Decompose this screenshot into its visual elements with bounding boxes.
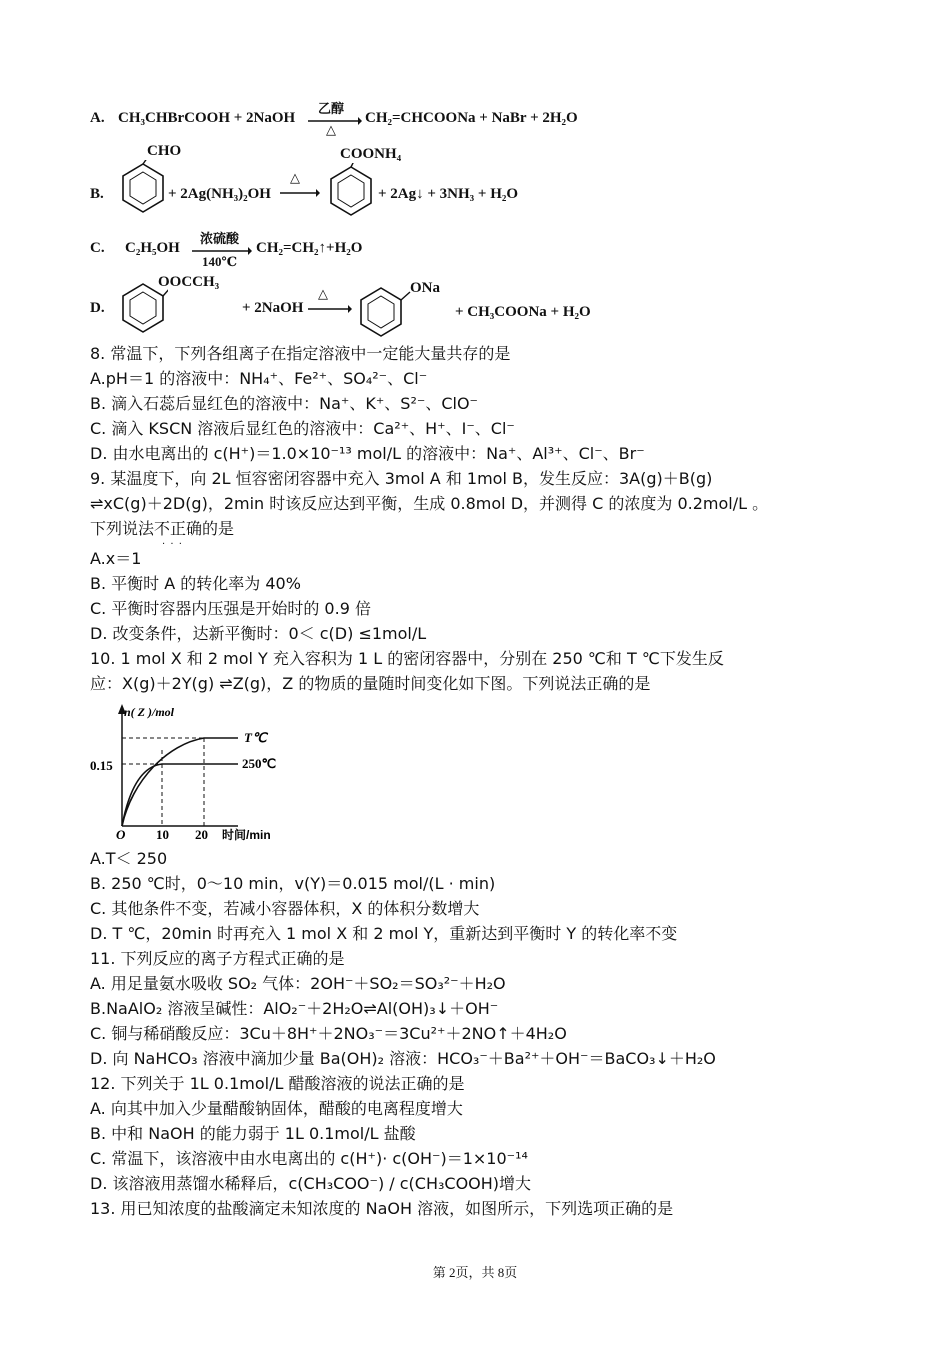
reaction-a-condition-bottom: △ xyxy=(326,122,336,137)
question-8-option-c: C. 滴入 KSCN 溶液后显红色的溶液中：Ca²⁺、H⁺、I⁻、Cl⁻ xyxy=(90,419,515,438)
reaction-a-left: CH₃CHBrCOOH + 2NaOH xyxy=(118,110,296,126)
reaction-c-right: CH₂=CH₂↑+H₂O xyxy=(256,240,363,256)
reaction-d-reagent: + 2NaOH xyxy=(242,300,304,316)
question-8-stem: 8. 常温下，下列各组离子在指定溶液中一定能大量共存的是 xyxy=(90,344,511,363)
reaction-a-condition-top: 乙醇 xyxy=(318,101,345,116)
x-tick-label-10: 10 xyxy=(156,827,169,842)
benzene-ring-icon xyxy=(118,160,168,220)
question-12-option-d: D. 该溶液用蒸馏水稀释后，c(CH₃COO⁻) / c(CH₃COOH)增大 xyxy=(90,1174,532,1193)
x-tick-label-20: 20 xyxy=(195,827,208,842)
y-axis-label: n( Z )/mol xyxy=(124,705,174,719)
reaction-a-label: A. xyxy=(90,110,105,126)
reaction-arrow xyxy=(308,304,352,314)
question-11-option-a: A. 用足量氨水吸收 SO₂ 气体：2OH⁻＋SO₂＝SO₃²⁻＋H₂O xyxy=(90,974,506,993)
reaction-d-right: + CH₃COONa + H₂O xyxy=(455,304,591,320)
amount-vs-time-graph xyxy=(88,700,298,842)
question-11-option-c: C. 铜与稀硝酸反应：3Cu＋8H⁺＋2NO₃⁻＝3Cu²⁺＋2NO↑＋4H₂O xyxy=(90,1024,567,1043)
question-9-prompt xyxy=(90,519,234,539)
question-9-option-b: B. 平衡时 A 的转化率为 40% xyxy=(90,574,301,593)
reaction-c-condition-top: 浓硫酸 xyxy=(200,231,240,246)
curve-250 xyxy=(122,764,238,826)
question-9-stem: 9. 某温度下，向 2L 恒容密闭容器中充入 3mol A 和 1mol B，发生反应：3A(g)＋B(g) xyxy=(90,469,713,488)
question-10-stem-cont: 应：X(g)＋2Y(g) ⇌Z(g)，Z 的物质的量随时间变化如下图。下列说法正确的是 xyxy=(90,674,651,693)
benzene-ring-icon xyxy=(118,280,168,338)
x-axis-label: 时间/min xyxy=(222,828,271,842)
question-10-option-d: D. T ℃，20min 时再充入 1 mol X 和 2 mol Y，重新达到平衡时 Y 的转化率不变 xyxy=(90,924,678,943)
question-8-option-a: A.pH＝1 的溶液中：NH₄⁺、Fe²⁺、SO₄²⁻、Cl⁻ xyxy=(90,369,428,388)
question-9-emphasis: 不正确 · · · xyxy=(154,519,202,538)
question-11-option-b: B.NaAlO₂ 溶液呈碱性：AlO₂⁻＋2H₂O⇌Al(OH)₃↓＋OH⁻ xyxy=(90,999,499,1018)
question-10-stem: 10. 1 mol X 和 2 mol Y 充入容积为 1 L 的密闭容器中，分别在 250 ℃和 T ℃下发生反 xyxy=(90,649,724,668)
question-9-prompt-prefix: 下列说法 xyxy=(90,519,155,538)
ester-substituent: OOCCH₃ xyxy=(158,274,220,290)
question-9-option-d: D. 改变条件，达新平衡时：0＜ c(D) ≤1mol/L xyxy=(90,624,427,643)
question-8-option-b: B. 滴入石蕊后显红色的溶液中：Na⁺、K⁺、S²⁻、ClO⁻ xyxy=(90,394,478,413)
question-11-option-d: D. 向 NaHCO₃ 溶液中滴加少量 Ba(OH)₂ 溶液：HCO₃⁻＋Ba²⁺＋OH⁻＝BaCO₃↓＋H₂O xyxy=(90,1049,716,1068)
origin-label: O xyxy=(116,827,126,842)
y-tick-label: 0.15 xyxy=(90,758,113,773)
reaction-arrow xyxy=(280,188,320,198)
reaction-a-right: CH₂=CHCOONa + NaBr + 2H₂O xyxy=(365,110,578,126)
question-8-option-d: D. 由水电离出的 c(H⁺)＝1.0×10⁻¹³ mol/L 的溶液中：Na⁺、Al³⁺、Cl⁻、Br⁻ xyxy=(90,444,645,463)
question-9-prompt-suffix: 的是 xyxy=(202,519,235,538)
question-12-option-c: C. 常温下，该溶液中由水电离出的 c(H⁺)· c(OH⁻)＝1×10⁻¹⁴ xyxy=(90,1149,528,1168)
question-12-stem: 12. 下列关于 1L 0.1mol/L 醋酸溶液的说法正确的是 xyxy=(90,1074,465,1093)
question-10-option-c: C. 其他条件不变，若减小容器体积，X 的体积分数增大 xyxy=(90,899,480,918)
question-9-option-a: A.x＝1 xyxy=(90,549,142,568)
reaction-d-label: D. xyxy=(90,300,105,316)
curve-T xyxy=(122,738,238,826)
reaction-d-condition: △ xyxy=(318,286,328,301)
question-9-stem-cont: ⇌xC(g)＋2D(g)，2min 时该反应达到平衡，生成 0.8mol D，并测得 C 的浓度为 0.2mol/L 。 xyxy=(90,494,769,513)
reaction-c-label: C. xyxy=(90,240,105,256)
benzoate-substituent: COONH₄ xyxy=(340,146,402,162)
reaction-b-right: + 2Ag↓ + 3NH₃ + H₂O xyxy=(378,186,519,202)
question-13-stem: 13. 用已知浓度的盐酸滴定未知浓度的 NaOH 溶液，如图所示，下列选项正确的是 xyxy=(90,1199,674,1218)
question-12-option-a: A. 向其中加入少量醋酸钠固体，醋酸的电离程度增大 xyxy=(90,1099,463,1118)
reaction-c-left: C₂H₅OH xyxy=(125,240,180,256)
question-11-stem: 11. 下列反应的离子方程式正确的是 xyxy=(90,949,345,968)
benzene-ring-icon xyxy=(356,282,412,340)
curve-250-label: 250℃ xyxy=(242,756,277,771)
page-footer: 第 2页，共 8页 xyxy=(432,1265,518,1280)
reaction-b-label: B. xyxy=(90,186,104,202)
phenoxide-substituent: ONa xyxy=(410,280,440,296)
curve-T-label: T℃ xyxy=(244,730,267,745)
reaction-b-reagent: + 2Ag(NH₃)₂OH xyxy=(168,186,271,202)
benzene-ring-icon xyxy=(326,163,376,223)
reaction-c-condition-bottom: 140℃ xyxy=(202,254,238,269)
question-12-option-b: B. 中和 NaOH 的能力弱于 1L 0.1mol/L 盐酸 xyxy=(90,1124,416,1143)
reaction-b-condition: △ xyxy=(290,170,300,185)
benzaldehyde-substituent: CHO xyxy=(147,143,182,159)
question-10-option-b: B. 250 ℃时，0～10 min，v(Y)＝0.015 mol/(L · min) xyxy=(90,874,496,893)
question-9-option-c: C. 平衡时容器内压强是开始时的 0.9 倍 xyxy=(90,599,371,618)
question-10-option-a: A.T＜ 250 xyxy=(90,849,168,868)
